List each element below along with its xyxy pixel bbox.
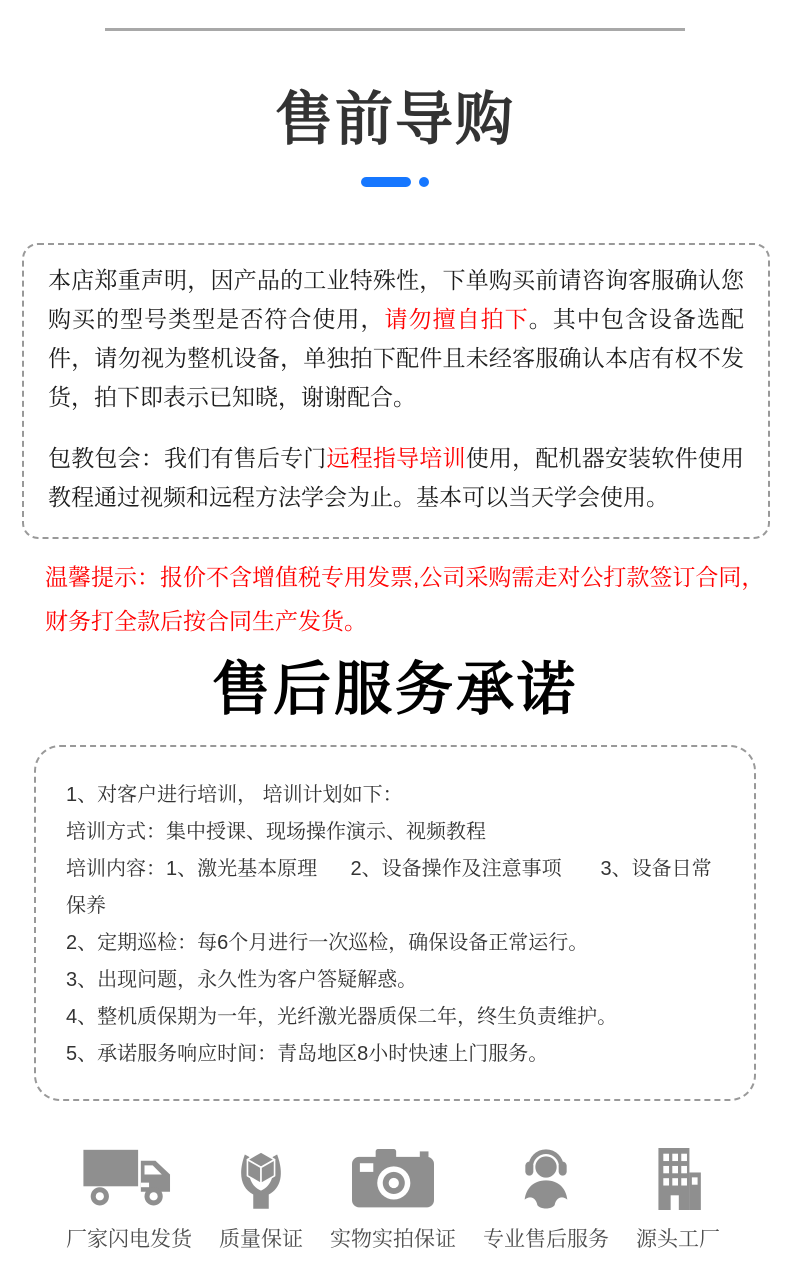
notice-paragraph-2 [48,439,744,517]
aftersale-service-box [34,745,756,1101]
factory-building-icon [648,1147,708,1211]
feature-factory [636,1147,720,1253]
feature-after-sales [483,1147,609,1253]
service-line: 2、定期巡检：每6个月进行一次巡检，确保设备正常运行。 [66,932,589,954]
headset-icon [519,1147,573,1211]
feature-real-photo [330,1147,456,1253]
feature-label: 厂家闪电发货 [66,1228,192,1251]
presale-section-title: 售前导购 [274,87,515,152]
title-underline [0,177,790,187]
service-line: 4、整机质保期为一年，光纤激光器质保二年，终生负责维护。 [66,1006,618,1028]
notice-paragraph-1 [48,261,744,417]
aftersale-section-title: 售后服务承诺 [211,657,578,722]
service-line: 1、对客户进行培训， 培训计划如下： [66,784,403,806]
hands-box-icon [228,1147,294,1211]
feature-fast-shipping [66,1147,192,1253]
presale-notice-box [22,243,770,539]
camera-icon [352,1147,434,1211]
text-segment: 包教包会：我们有售后专门 [48,445,327,471]
highlighted-red-text: 远程指导培训 [326,445,466,471]
service-line: 3、出现问题，永久性为客户答疑解惑。 [66,969,418,991]
underline-dot [419,177,429,187]
service-line: 培训内容：1、激光基本原理 2、设备操作及注意事项 3、设备日常保养 [66,858,712,917]
service-line: 培训方式：集中授课、现场操作演示、视频教程 [66,821,486,843]
text-segment: 使用，配机器安装软件使用教程通过视频和远程方法学会为止。基本可以当天学会使用。 [48,445,745,510]
feature-label: 专业售后服务 [483,1228,609,1251]
feature-quality [219,1147,303,1253]
feature-badges-row [0,1147,790,1253]
service-line: 5、承诺服务响应时间：青岛地区8小时快速上门服务。 [66,1043,549,1065]
text-segment: 本店郑重声明，因产品的工业特殊性，下单购买前请咨询客服确认您购买的型号类型是否符合使用， [48,267,744,332]
feature-label: 质量保证 [219,1228,303,1251]
warm-tip-text: 温馨提示：报价不含增值税专用发票,公司采购需走对公打款签订合同，财务打全款后按合同生产发货。 [45,564,765,634]
feature-label: 实物实拍保证 [330,1228,456,1251]
highlighted-red-text: 请勿擅自拍下 [384,306,529,332]
text-segment: 。其中包含设备选配件，请勿视为整机设备，单独拍下配件且未经客服确认本店有权不发货，拍下即表示已知晓，谢谢配合。 [48,306,745,410]
truck-icon [83,1147,175,1211]
feature-label: 源头工厂 [636,1228,720,1251]
top-divider-line [105,28,685,31]
underline-bar [361,177,411,187]
